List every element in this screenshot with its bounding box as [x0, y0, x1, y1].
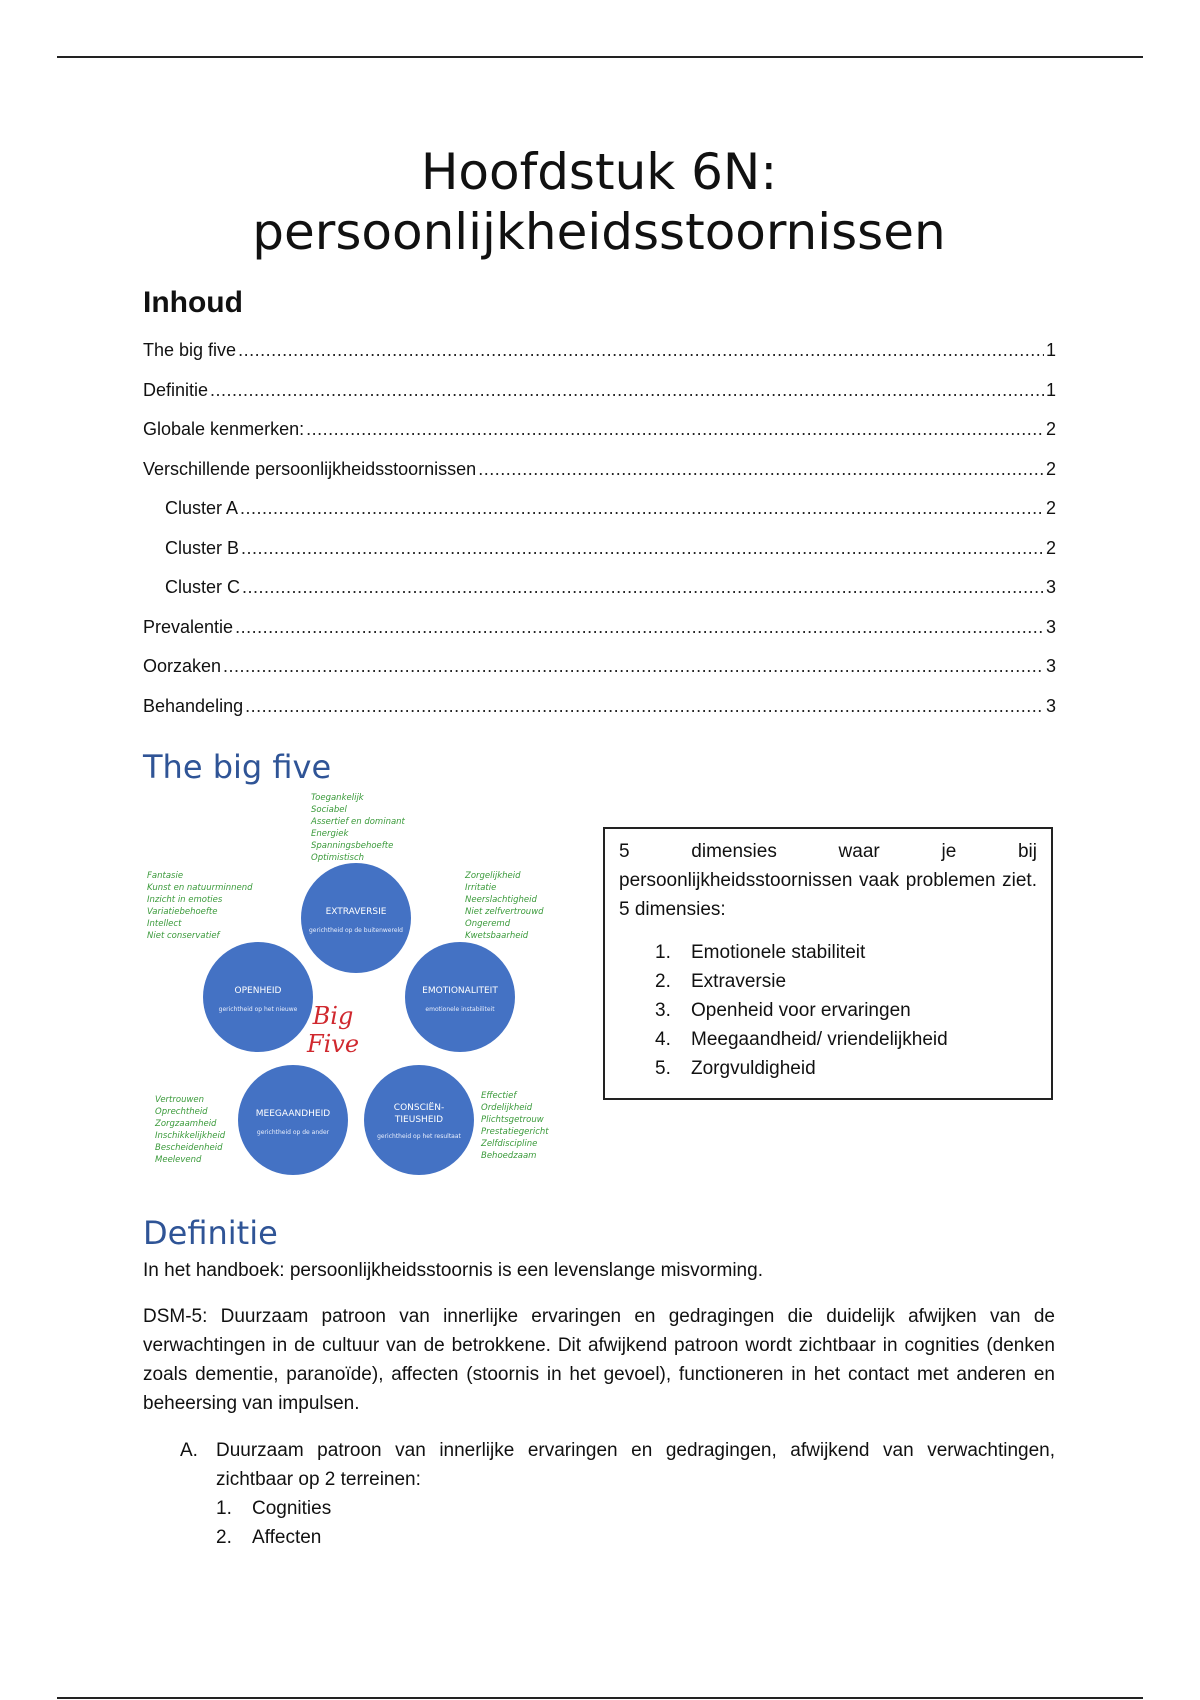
toc-leader-dots — [306, 419, 1044, 440]
trait-label: Toegankelijk — [311, 793, 364, 803]
toc-heading: Inhoud — [143, 286, 243, 319]
toc-entry-page: 3 — [1045, 695, 1056, 716]
five-label: Five — [306, 1030, 360, 1058]
toc-entry[interactable] — [143, 498, 1056, 538]
trait-label: Fantasie — [147, 871, 184, 881]
toc-entry[interactable] — [143, 617, 1056, 657]
trait-label: Zorgzaamheid — [155, 1119, 217, 1129]
dimensions-intro: 5 dimensies waar je bij persoonlijkheidsstoornissen vaak problemen ziet. 5 dimensies: — [619, 841, 1037, 920]
dimension-number: 1. — [655, 942, 671, 963]
trait-label: Sociabel — [311, 805, 347, 815]
trait-label: Kwetsbaarheid — [465, 931, 529, 941]
trait-label: Niet zelfvertrouwd — [465, 907, 544, 917]
toc-entry[interactable] — [143, 459, 1056, 499]
toc-entry-label: Prevalentie — [143, 616, 234, 637]
toc-entry-page: 1 — [1045, 340, 1056, 360]
trait-label: Intellect — [147, 919, 182, 929]
criterion-letter: A. — [180, 1440, 198, 1461]
criterion-text: Duurzaam patroon van innerlijke ervaringen en gedragingen, afwijkend van verwachtingen, zichtbaar op 2 terreinen: — [216, 1440, 1055, 1490]
dimension-circle-name-2: TIEUSHEID — [394, 1115, 444, 1125]
title-line-1: Hoofdstuk 6N: — [420, 143, 778, 201]
trait-label: Zorgelijkheid — [465, 871, 521, 881]
toc-entry-page: 3 — [1045, 616, 1056, 637]
criterion-subitem-number: 1. — [216, 1498, 232, 1519]
trait-label: Spanningsbehoefte — [311, 841, 394, 851]
dimension-number: 5. — [655, 1058, 671, 1079]
title-line-2: persoonlijkheidsstoornissen — [252, 203, 946, 261]
toc-entry-label: Oorzaken — [143, 656, 222, 676]
dimension-number: 4. — [655, 1029, 671, 1050]
toc-entry-label: Definitie — [143, 379, 209, 400]
trait-label: Assertief en dominant — [311, 817, 405, 827]
trait-label: Ongeremd — [465, 919, 511, 929]
toc-leader-dots — [235, 617, 1044, 638]
dimension-circle-sub: gerichtheid op de ander — [256, 1129, 330, 1136]
dimension-label: Zorgvuldigheid — [691, 1058, 816, 1079]
dimension-item — [655, 938, 1037, 967]
trait-label: Inzicht in emoties — [147, 895, 223, 905]
dimension-circle-sub: emotionele instabiliteit — [425, 1006, 495, 1013]
trait-label: Inschikkelijkheid — [155, 1131, 226, 1141]
toc-entry[interactable] — [143, 577, 1056, 617]
dimension-item — [655, 1054, 1037, 1083]
bottom-rule — [57, 1697, 1143, 1699]
definitie-heading: Definitie — [143, 1214, 278, 1252]
toc-leader-dots — [478, 459, 1044, 480]
dimensions-list — [619, 938, 1037, 1083]
trait-label: Meelevend — [155, 1155, 202, 1165]
toc-entry-label: Behandeling — [143, 695, 244, 716]
criterion-subitem — [216, 1523, 1055, 1552]
trait-label: Effectief — [481, 1091, 517, 1101]
dimension-circle-name: OPENHEID — [234, 986, 282, 996]
dimension-item — [655, 996, 1037, 1025]
toc-entry-page: 2 — [1045, 498, 1056, 518]
toc-leader-dots — [241, 538, 1044, 559]
toc-entry-page: 1 — [1045, 379, 1056, 400]
criterion-item — [143, 1436, 1055, 1552]
toc-leader-dots — [242, 577, 1044, 598]
dimension-circle — [405, 942, 515, 1052]
dimension-circle-sub: gerichtheid op het resultaat — [377, 1133, 461, 1140]
toc-entry-label: Cluster B — [165, 537, 240, 558]
trait-label: Energiek — [311, 829, 349, 839]
toc-entry[interactable] — [143, 656, 1056, 696]
toc-entry-label: Verschillende persoonlijkheidsstoornissen — [143, 458, 477, 479]
dimension-circle — [203, 942, 313, 1052]
big-five-heading: The big five — [143, 748, 332, 786]
trait-label: Optimistisch — [311, 853, 365, 863]
dimension-label: Meegaandheid/ vriendelijkheid — [691, 1029, 948, 1050]
trait-label: Ordelijkheid — [481, 1103, 533, 1113]
top-rule — [57, 56, 1143, 58]
toc-entry-label: Cluster C — [165, 577, 241, 597]
trait-label: Variatiebehoefte — [147, 907, 218, 917]
document-title — [143, 142, 1055, 262]
dimension-item — [655, 967, 1037, 996]
trait-label: Behoedzaam — [481, 1151, 537, 1161]
table-of-contents — [143, 340, 1056, 735]
toc-entry-page: 3 — [1045, 656, 1056, 676]
trait-label: Vertrouwen — [155, 1095, 205, 1105]
trait-label: Kunst en natuurminnend — [147, 883, 253, 893]
toc-entry-page: 2 — [1045, 458, 1056, 479]
trait-label: Oprechtheid — [155, 1107, 208, 1117]
dimension-label: Emotionele stabiliteit — [691, 942, 866, 963]
dimension-circle-sub: gerichtheid op het nieuwe — [218, 1006, 298, 1013]
criterion-subitem-label: Affecten — [252, 1527, 322, 1548]
toc-entry-label: Cluster A — [165, 498, 239, 518]
dimension-circle-name: EMOTIONALITEIT — [422, 986, 498, 996]
dimension-circle-name: CONSCIËN- — [393, 1103, 445, 1113]
big-five-diagram — [143, 790, 557, 1188]
toc-entry[interactable] — [143, 380, 1056, 420]
criterion-sublist — [216, 1494, 1055, 1552]
toc-entry-page: 2 — [1045, 419, 1056, 439]
trait-label: Irritatie — [465, 883, 497, 893]
dimension-item — [655, 1025, 1037, 1054]
definitie-paragraph-2: DSM-5: Duurzaam patroon van innerlijke ervaringen en gedragingen die duidelijk afwijken van de verwachtingen in de cultuur van de betrokkene. Dit afwijkend patroon wordt zichtbaar in cognities (denken zoals dementie, paranoïde), affecten (stoornis in het gevoel), functioneren in het contact met anderen en beheersing van impulsen. — [143, 1306, 1055, 1414]
dimension-label: Openheid voor ervaringen — [691, 1000, 911, 1021]
dimension-circle-name: EXTRAVERSIE — [325, 907, 387, 917]
dimension-label: Extraversie — [691, 971, 787, 992]
toc-entry-label: Globale kenmerken: — [143, 419, 305, 439]
toc-leader-dots — [210, 380, 1044, 401]
dimension-number: 2. — [655, 971, 671, 992]
dimension-circle — [238, 1065, 348, 1175]
toc-entry[interactable] — [143, 419, 1056, 459]
toc-leader-dots — [238, 340, 1044, 361]
toc-entry-label: The big five — [143, 340, 237, 360]
criterion-subitem-number: 2. — [216, 1527, 232, 1548]
criterion-subitem — [216, 1494, 1055, 1523]
trait-label: Niet conservatief — [147, 931, 220, 941]
trait-label: Plichtsgetrouw — [481, 1115, 544, 1125]
dimension-number: 3. — [655, 1000, 671, 1021]
dimensions-box — [603, 827, 1053, 1100]
toc-entry[interactable] — [143, 696, 1056, 736]
trait-label: Prestatiegericht — [481, 1127, 549, 1137]
toc-leader-dots — [223, 656, 1044, 677]
toc-leader-dots — [240, 498, 1044, 519]
big-label: Big — [312, 1002, 354, 1030]
definitie-paragraph-1: In het handboek: persoonlijkheidsstoornis is een levenslange misvorming. — [143, 1260, 763, 1281]
toc-leader-dots — [245, 696, 1044, 717]
trait-label: Bescheidenheid — [155, 1143, 223, 1153]
toc-entry-page: 3 — [1045, 577, 1056, 597]
criteria-list — [143, 1436, 1055, 1552]
dimension-circle-name: MEEGAANDHEID — [255, 1109, 331, 1119]
toc-entry[interactable] — [143, 340, 1056, 380]
dimension-circle-sub: gerichtheid op de buitenwereld — [309, 927, 403, 934]
criterion-subitem-label: Cognities — [252, 1498, 332, 1519]
trait-label: Neerslachtigheid — [465, 895, 537, 905]
toc-entry-page: 2 — [1045, 537, 1056, 558]
dimension-circle — [301, 863, 411, 973]
trait-label: Zelfdiscipline — [481, 1139, 538, 1149]
toc-entry[interactable] — [143, 538, 1056, 578]
